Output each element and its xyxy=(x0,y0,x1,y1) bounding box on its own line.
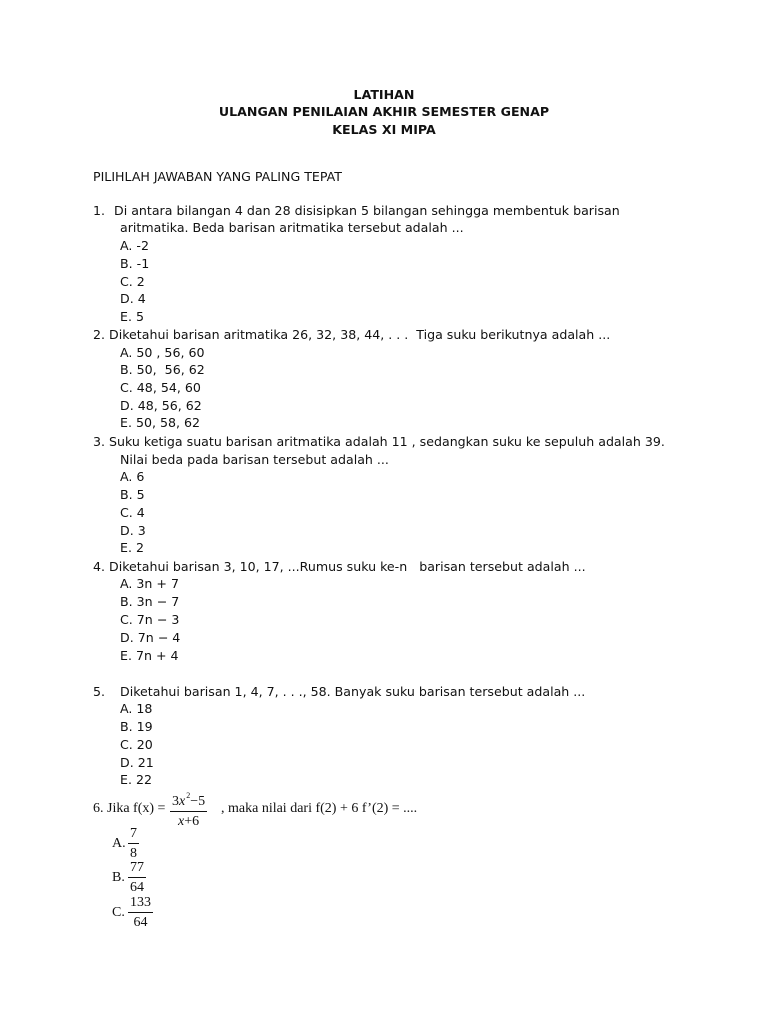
doc-title-class: KELAS XI MIPA xyxy=(332,122,436,137)
answer-option-label: B. xyxy=(112,870,125,885)
question-number: 5. xyxy=(93,684,106,699)
answer-option: B. 50, 56, 62 xyxy=(120,362,205,377)
answer-option: C. 2 xyxy=(120,274,145,289)
fraction-bar xyxy=(170,811,207,812)
doc-title-latihan: LATIHAN xyxy=(353,87,415,102)
answer-option: A. 6 xyxy=(120,469,145,484)
answer-option: C. 20 xyxy=(120,737,153,752)
answer-option-fraction: 77 64 xyxy=(130,860,144,895)
question-text: aritmatika. Beda barisan aritmatika tersebut adalah ... xyxy=(120,220,464,235)
answer-option: A. 50 , 56, 60 xyxy=(120,345,205,360)
answer-option: B. -1 xyxy=(120,256,150,271)
answer-option: A. 18 xyxy=(120,701,153,716)
answer-option: E. 2 xyxy=(120,540,144,555)
answer-option: B. 3n − 7 xyxy=(120,594,180,609)
answer-option: A. -2 xyxy=(120,238,149,253)
question-text: 3. Suku ketiga suatu barisan aritmatika adalah 11 , sedangkan suku ke sepuluh adalah 39. xyxy=(93,434,665,449)
question-number: 1. xyxy=(93,203,106,218)
answer-option: C. 4 xyxy=(120,505,145,520)
answer-option: D. 4 xyxy=(120,291,146,306)
question-text: Nilai beda pada barisan tersebut adalah ... xyxy=(120,452,389,467)
answer-option: E. 50, 58, 62 xyxy=(120,415,201,430)
instruction-text: PILIHLAH JAWABAN YANG PALING TEPAT xyxy=(93,169,342,184)
answer-option-fraction: 7 8 xyxy=(130,826,137,861)
function-fraction xyxy=(170,792,207,829)
answer-option: D. 3 xyxy=(120,523,146,538)
answer-option: A. 3n + 7 xyxy=(120,576,179,591)
question-text: , maka nilai dari f(2) + 6 f’(2) = .... xyxy=(221,801,418,816)
answer-option-fraction: 133 64 xyxy=(130,895,151,930)
question-text: 6. Jika f(x) = xyxy=(93,801,166,816)
answer-option: B. 19 xyxy=(120,719,153,734)
answer-option: C. 7n − 3 xyxy=(120,612,180,627)
answer-option: B. 5 xyxy=(120,487,145,502)
question-text: Diketahui barisan 1, 4, 7, . . ., 58. Banyak suku barisan tersebut adalah ... xyxy=(120,684,586,699)
answer-option: D. 48, 56, 62 xyxy=(120,398,202,413)
answer-option: D. 21 xyxy=(120,755,154,770)
answer-option-label: A. xyxy=(112,836,126,851)
answer-option: E. 7n + 4 xyxy=(120,648,179,663)
answer-option-label: C. xyxy=(112,905,125,920)
fraction-numerator: $3x^2-5$ xyxy=(172,791,206,809)
doc-title-exam: ULANGAN PENILAIAN AKHIR SEMESTER GENAP xyxy=(218,104,550,119)
answer-option: C. 48, 54, 60 xyxy=(120,380,201,395)
answer-option: D. 7n − 4 xyxy=(120,630,181,645)
answer-option: E. 22 xyxy=(120,772,152,787)
fraction-denominator: x+6 xyxy=(178,814,200,829)
question-text: 4. Diketahui barisan 3, 10, 17, ...Rumus suku ke-n barisan tersebut adalah ... xyxy=(93,559,586,574)
question-text: Di antara bilangan 4 dan 28 disisipkan 5 bilangan sehingga membentuk barisan xyxy=(114,203,620,218)
answer-option: E. 5 xyxy=(120,309,144,324)
question-text: 2. Diketahui barisan aritmatika 26, 32, 38, 44, . . . Tiga suku berikutnya adalah ... xyxy=(93,327,611,342)
